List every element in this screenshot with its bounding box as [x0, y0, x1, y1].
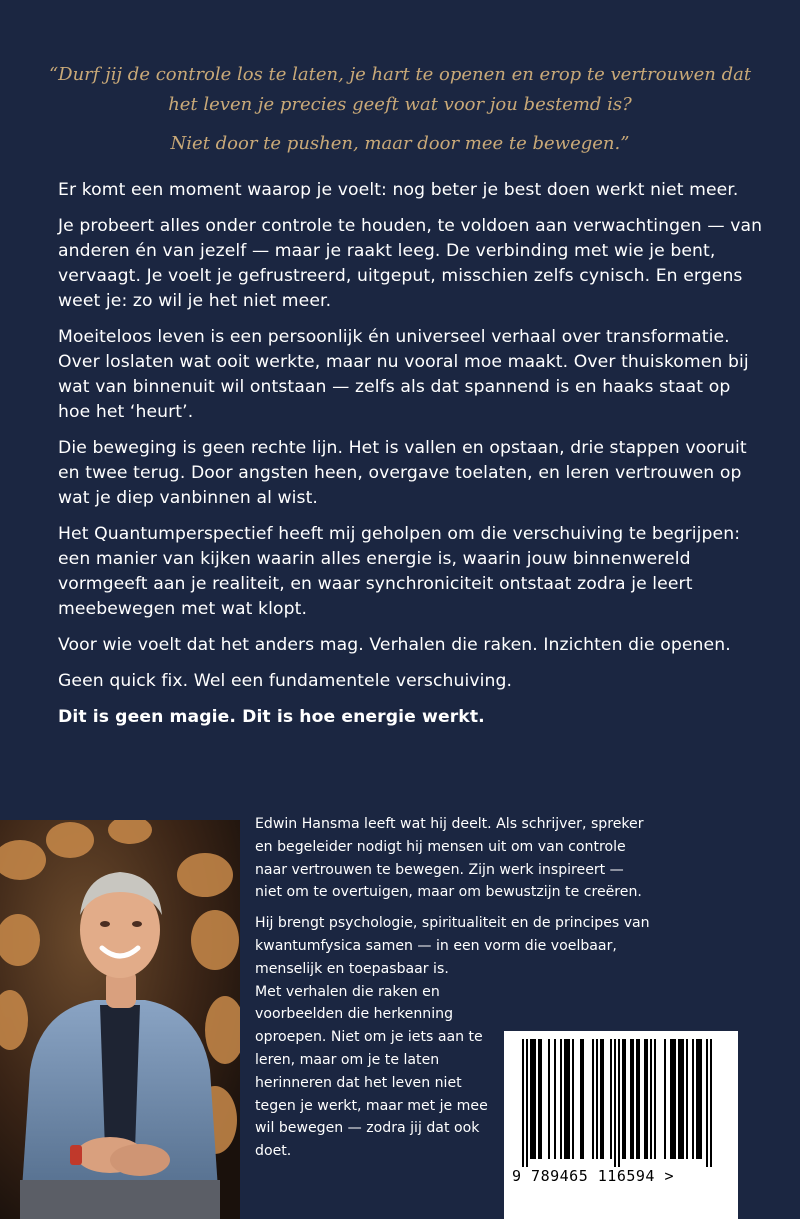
quote-line-1: “Durf jij de controle los te laten, je hart te openen en erop te vertrouwen dat het leven je precies geeft wat voor jou bestemd is? [48, 64, 752, 115]
barcode-digits: 9 789465 116594 > [512, 1167, 675, 1185]
barcode-bar [686, 1039, 688, 1159]
barcode-bar [706, 1039, 708, 1167]
barcode-bar [538, 1039, 540, 1159]
barcode-bar [596, 1039, 598, 1159]
barcode-bar [646, 1039, 648, 1159]
blurb-paragraph-7: Geen quick fix. Wel een fundamentele verschuiving. [58, 671, 513, 691]
barcode-bars [504, 1031, 738, 1167]
bio-paragraph-1: Edwin Hansma leeft wat hij deelt. Als schrijver, spreker en begeleider nodigt hij mensen uit om van controle naar vertrouwen te bewegen. Zijn werk inspireert — niet om te overtuigen, maar om bewustzijn te creëren. [255, 816, 644, 901]
barcode-bar [522, 1039, 524, 1167]
barcode-bar [534, 1039, 536, 1159]
barcode-bar [618, 1039, 620, 1167]
barcode-bar [664, 1039, 666, 1159]
barcode-bar [580, 1039, 582, 1159]
barcode-bar [540, 1039, 542, 1159]
barcode-bar [670, 1039, 672, 1159]
barcode-bar [674, 1039, 676, 1159]
barcode-bar [622, 1039, 624, 1159]
barcode-bar [532, 1039, 534, 1159]
barcode-bar [696, 1039, 698, 1159]
blurb-tagline: Dit is geen magie. Dit is hoe energie werkt. [58, 707, 485, 727]
barcode-bar [592, 1039, 594, 1159]
author-photo [0, 820, 240, 1219]
blurb-paragraph-6: Voor wie voelt dat het anders mag. Verhalen die raken. Inzichten die openen. [58, 635, 731, 655]
blurb-paragraph-2: Je probeert alles onder controle te houden, te voldoen aan verwachtingen — van anderen én van jezelf — maar je raakt leeg. De verbinding met wie je bent, vervaagt. Je voelt je gefrustreerd, uitgeput, misschien zelfs cynisch. En ergens weet je: zo wil je het niet meer. [58, 216, 763, 311]
barcode-bar [700, 1039, 702, 1159]
barcode-bar [672, 1039, 674, 1159]
barcode-bar [678, 1039, 680, 1159]
blurb [58, 178, 768, 741]
barcode-bar [572, 1039, 574, 1159]
bio-paragraph-3: Met verhalen die raken en voorbeelden die herkenning oproepen. Niet om je iets aan te leren, maar om je te laten herinneren dat het leven niet tegen je werkt, maar met je mee wil bewegen — zodra jij dat ook doet. [255, 983, 488, 1160]
barcode-bar [566, 1039, 568, 1159]
barcode-bar [638, 1039, 640, 1159]
blurb-paragraph-3: Moeiteloos leven is een persoonlijk én universeel verhaal over transformatie. Over loslaten wat ooit werkte, maar nu vooral moe maakt. Over thuiskomen bij wat van binnenuit wil ontstaan — zelfs als dat spannend is en haaks staat op hoe het ‘heurt’. [58, 327, 749, 422]
barcode-bar [582, 1039, 584, 1159]
bio-paragraph-2: Hij brengt psychologie, spiritualiteit en de principes van kwantumfysica samen — in een vorm die voelbaar, menselijk en toepasbaar is. [255, 915, 650, 977]
isbn-barcode [504, 1031, 738, 1219]
barcode-bar [636, 1039, 638, 1159]
barcode-bar [564, 1039, 566, 1159]
barcode-bar [650, 1039, 652, 1159]
barcode-bar [526, 1039, 528, 1167]
barcode-bar [692, 1039, 694, 1159]
barcode-bar [600, 1039, 602, 1159]
barcode-bar [680, 1039, 682, 1159]
barcode-bar [682, 1039, 684, 1159]
blurb-paragraph-5: Het Quantumperspectief heeft mij geholpen om die verschuiving te begrijpen: een manier van kijken waarin alles energie is, waarin jouw binnenwereld vormgeeft aan je realiteit, en waar synchroniciteit ontstaat zodra je leert meebewegen met wat klopt. [58, 524, 741, 619]
quote-line-2: Niet door te pushen, maar door mee te bewegen.” [170, 133, 630, 154]
barcode-bar [610, 1039, 612, 1159]
barcode-bar [554, 1039, 556, 1159]
barcode-bar [698, 1039, 700, 1159]
barcode-bar [560, 1039, 562, 1159]
barcode-bar [624, 1039, 626, 1159]
barcode-bar [614, 1039, 616, 1167]
barcode-bar [710, 1039, 712, 1167]
barcode-bar [548, 1039, 550, 1159]
barcode-bar [602, 1039, 604, 1159]
barcode-bar [530, 1039, 532, 1159]
barcode-bar [632, 1039, 634, 1159]
barcode-bar [568, 1039, 570, 1159]
barcode-bar [630, 1039, 632, 1159]
blurb-paragraph-4: Die beweging is geen rechte lijn. Het is vallen en opstaan, drie stappen vooruit en twee terug. Door angsten heen, overgave toelaten, en leren vertrouwen op wat je diep vanbinnen al wist. [58, 438, 747, 508]
barcode-bar [654, 1039, 656, 1159]
barcode-bar [644, 1039, 646, 1159]
blurb-paragraph-1: Er komt een moment waarop je voelt: nog beter je best doen werkt niet meer. [58, 180, 739, 200]
